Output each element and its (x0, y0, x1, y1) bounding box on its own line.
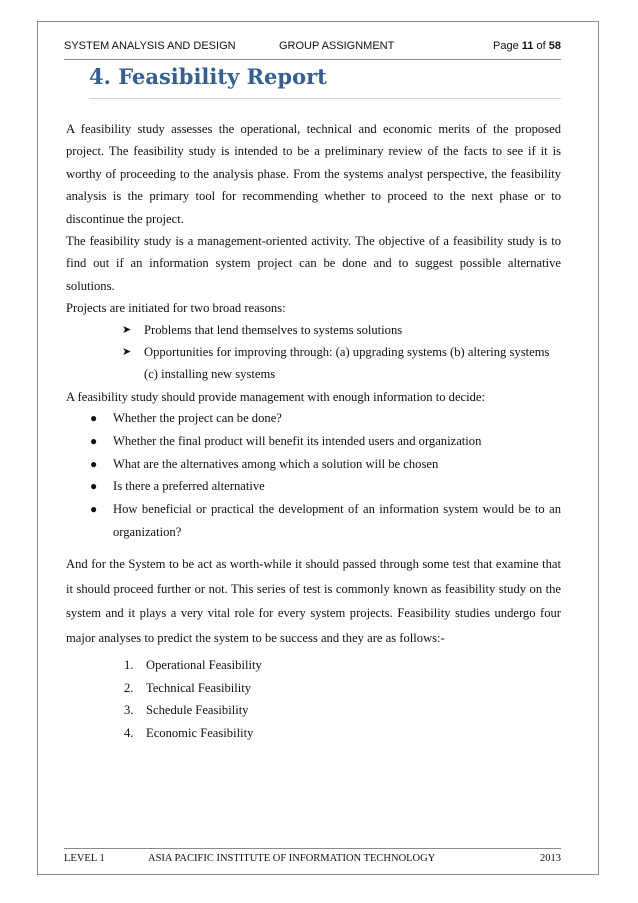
item-number: 1. (124, 658, 134, 672)
item-number: 3. (124, 703, 134, 717)
decide-list (90, 407, 561, 544)
reason-text: Problems that lend themselves to systems solutions (144, 323, 403, 337)
title-underline (89, 98, 561, 99)
list-item (90, 498, 561, 544)
analyses-paragraph: And for the System to be act as worth-while it should passed through some test that examine that it should proceed further or not. This series of test is commonly known as feasibility study on the system and it plays a very vital role for every system projects. Feasibility studies undergo four major analyses to predict the system to be success and they are as follows:- (66, 557, 561, 645)
page-header (64, 37, 561, 60)
decide-intro: A feasibility study should provide management with enough information to decide: (66, 390, 486, 404)
dot-bullet-icon: ● (90, 456, 98, 471)
list-item (90, 407, 561, 430)
analysis-label: Economic Feasibility (146, 725, 254, 740)
list-item (90, 475, 561, 498)
page-current: 11 (521, 40, 534, 52)
analysis-label: Operational Feasibility (146, 658, 262, 672)
dot-bullet-icon: ● (90, 502, 98, 517)
dot-bullet-icon: ● (90, 411, 98, 425)
objective-paragraph: The feasibility study is a management-oriented activity. The objective of a feasibility study is to find out if an information system project can be done and to suggest possible alternative solutions. (66, 234, 561, 293)
reasons-intro: Projects are initiated for two broad reasons: (66, 301, 286, 315)
decide-text: Whether the project can be done? (113, 411, 282, 425)
page-total: 58 (548, 40, 561, 52)
analysis-label: Schedule Feasibility (146, 703, 249, 717)
list-item (124, 677, 262, 700)
list-item (124, 722, 262, 745)
reasons-list (122, 319, 562, 385)
intro-paragraph: A feasibility study assesses the operational, technical and economic merits of the proposed project. The feasibility study is intended to be a preliminary review of the facts to see if it is worthy of proceeding to the analysis phase. From the systems analyst perspective, the feasibility analysis is the primary tool for recommending whether to proceed to the next phase or to discontinue the project. (66, 122, 561, 226)
item-number: 4. (124, 725, 134, 740)
analysis-label: Technical Feasibility (146, 680, 252, 695)
arrow-bullet-icon: ➤ (122, 346, 132, 358)
list-item (124, 699, 262, 722)
header-assignment-type: GROUP ASSIGNMENT (279, 40, 395, 52)
section-title: 4. Feasibility Report (89, 64, 327, 89)
page-footer (64, 851, 561, 867)
list-item (90, 430, 561, 453)
page-prefix: Page (493, 40, 519, 52)
dot-bullet-icon: ● (90, 479, 98, 494)
list-item (122, 319, 562, 341)
footer-divider (64, 848, 561, 849)
header-page-number (493, 40, 561, 52)
list-item (124, 654, 262, 677)
decide-text: Is there a preferred alternative (113, 479, 265, 494)
footer-institute: ASIA PACIFIC INSTITUTE OF INFORMATION TECHNOLOGY (148, 853, 436, 864)
decide-text: How beneficial or practical the development of an information system would be to an organization? (113, 502, 561, 539)
page-of: of (536, 40, 546, 52)
reason-text: Opportunities for improving through: (a) upgrading systems (b) altering systems (c) installing new systems (144, 345, 550, 381)
decide-text: Whether the final product will benefit its intended users and organization (113, 433, 482, 448)
arrow-bullet-icon: ➤ (122, 324, 132, 336)
footer-year: 2013 (540, 853, 561, 864)
header-course-title: SYSTEM ANALYSIS AND DESIGN (64, 40, 236, 52)
list-item (90, 453, 561, 476)
list-item (122, 341, 562, 385)
decide-text: What are the alternatives among which a solution will be chosen (113, 456, 439, 471)
footer-level: LEVEL 1 (64, 853, 105, 864)
dot-bullet-icon: ● (90, 433, 98, 448)
analyses-list (124, 654, 262, 744)
item-number: 2. (124, 680, 134, 695)
